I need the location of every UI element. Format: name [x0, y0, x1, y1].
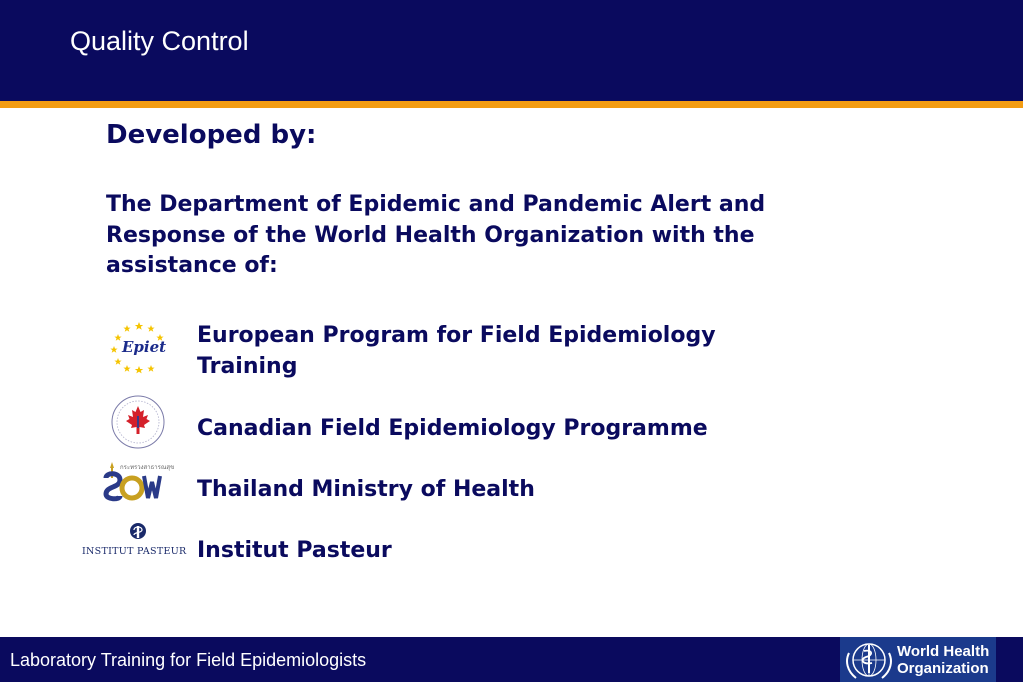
- thailand-moh-logo: [102, 460, 175, 502]
- department-text: The Department of Epidemic and Pandemic Alert and Response of the World Health Organization with the assistance of:: [106, 192, 766, 278]
- canada-fep-logo: [108, 394, 168, 450]
- partner-epiet: [197, 320, 837, 382]
- partner-institut-pasteur: Institut Pasteur: [197, 538, 392, 563]
- header-accent-stripe: [0, 101, 1023, 108]
- slide-title: Quality Control: [70, 26, 249, 56]
- epiet-logo-text: Epiet: [122, 338, 167, 356]
- developed-by-heading: Developed by:: [106, 120, 317, 150]
- svg-text:กระทรวงสาธารณสุข: กระทรวงสาธารณสุข: [120, 464, 175, 471]
- partner-canada-fep: Canadian Field Epidemiology Programme: [197, 416, 708, 441]
- institut-pasteur-logo: [80, 522, 198, 558]
- who-logo-line1: World Health: [897, 643, 990, 660]
- footer-text: Laboratory Training for Field Epidemiologists: [10, 650, 367, 670]
- who-logo-line2: Organization: [897, 660, 989, 677]
- institut-pasteur-logo-text: INSTITUT PASTEUR: [82, 546, 187, 557]
- partner-thailand-moh: Thailand Ministry of Health: [197, 477, 535, 502]
- epiet-logo: [106, 320, 172, 374]
- partner-epiet-line2: Training: [197, 354, 298, 379]
- partner-epiet-line1: European Program for Field Epidemiology: [197, 323, 716, 348]
- who-emblem-icon: [842, 637, 896, 682]
- who-logo: [840, 637, 996, 682]
